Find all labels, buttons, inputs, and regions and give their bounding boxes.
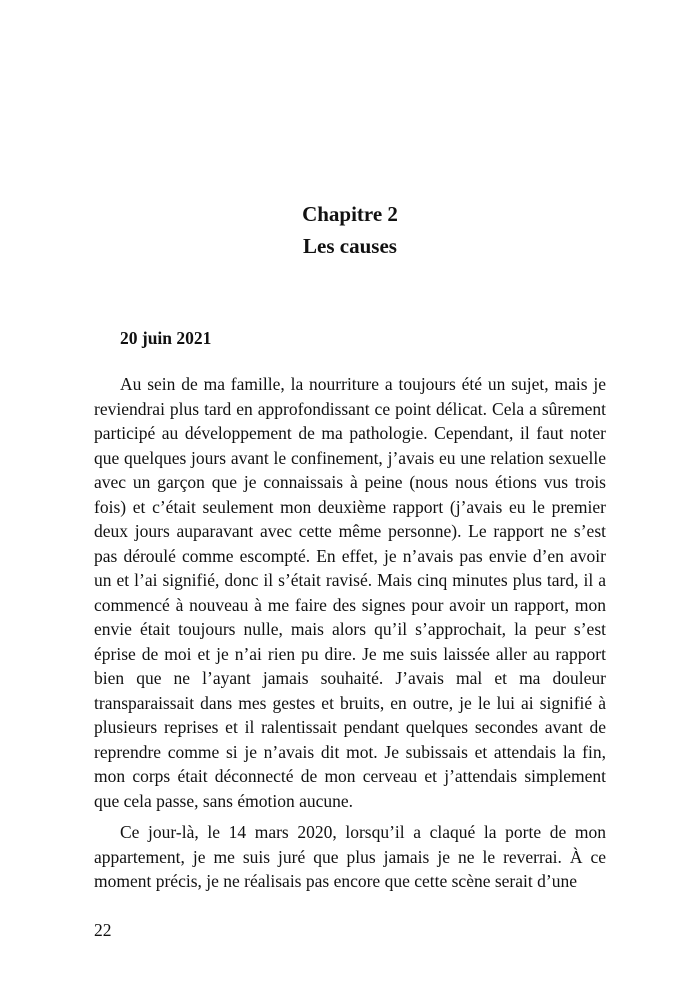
chapter-heading xyxy=(0,198,700,262)
paragraph: Au sein de ma famille, la nourriture a toujours été un sujet, mais je reviendrai plus tard en approfondissant ce point délicat. Cela a sûrement participé au développement de ma pathologie. Cependant, il faut noter que quelques jours avant le confinement, j’avais eu une relation sexuelle avec un garçon que je connaissais à peine (nous nous étions vus trois fois) et c’était seulement mon deuxième rapport (j’avais eu le premier deux jours auparavant avec cette même personne). Le rapport ne s’est pas déroulé comme escompté. En effet, je n’avais pas envie d’en avoir un et l’ai signifié, donc il s’était ravisé. Mais cinq minutes plus tard, il a commencé à nouveau à me faire des signes pour avoir un rapport, mon envie était toujours nulle, mais alors qu’il s’approchait, la peur s’est éprise de moi et je n’ai rien pu dire. Je me suis laissée aller au rapport bien que ne l’ayant jamais souhaité. J’avais mal et ma douleur transparaissait dans mes gestes et bruits, en outre, je le lui ai signifié à plusieurs reprises et il ralentissait pendant quelques secondes avant de reprendre comme si je n’avais dit mot. Je subissais et attendais la fin, mon corps était déconnecté de mon cerveau et j’attendais simplement que cela passe, sans émotion aucune. xyxy=(94,374,606,811)
entry-date: 20 juin 2021 xyxy=(120,328,212,348)
body-text xyxy=(94,372,606,894)
paragraph: Ce jour-là, le 14 mars 2020, lorsqu’il a claqué la porte de mon appartement, je me suis juré que plus jamais je ne le reverrai. À ce moment précis, je ne réalisais pas encore que cette scène serait d’une xyxy=(94,822,606,891)
chapter-number: Chapitre 2 xyxy=(302,202,398,226)
chapter-title: Les causes xyxy=(303,234,397,258)
page-number: 22 xyxy=(94,920,112,940)
